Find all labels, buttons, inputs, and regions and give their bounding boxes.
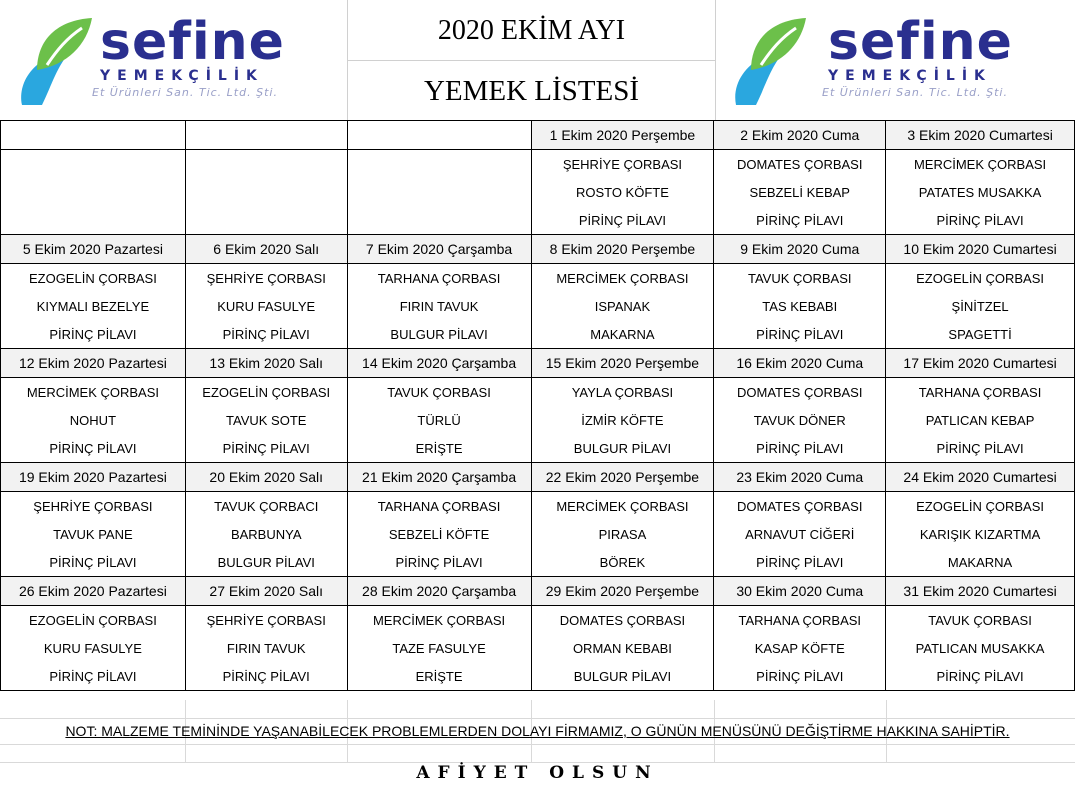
day-date-cell: 6 Ekim 2020 Salı xyxy=(185,235,347,264)
meal-row xyxy=(1,520,1075,548)
company-logo-left xyxy=(0,0,347,118)
meal-item-cell: TAVUK DÖNER xyxy=(714,406,886,434)
meal-item-cell: PİRİNÇ PİLAVI xyxy=(714,320,886,349)
week-date-row xyxy=(1,577,1075,606)
meal-item-cell: DOMATES ÇORBASI xyxy=(714,492,886,521)
meal-item-cell: KURU FASULYE xyxy=(1,634,186,662)
day-date-cell: 23 Ekim 2020 Cuma xyxy=(714,463,886,492)
meal-row xyxy=(1,264,1075,293)
meal-item-cell: TARHANA ÇORBASI xyxy=(886,378,1075,407)
day-date-cell: 19 Ekim 2020 Pazartesi xyxy=(1,463,186,492)
day-date-cell: 14 Ekim 2020 Çarşamba xyxy=(347,349,531,378)
logo-tagline: Et Ürünleri San. Tic. Ltd. Şti. xyxy=(92,86,278,99)
meal-item-cell: BÖREK xyxy=(531,548,714,577)
day-date-cell xyxy=(185,121,347,150)
day-date-cell: 13 Ekim 2020 Salı xyxy=(185,349,347,378)
meal-item-cell xyxy=(347,150,531,179)
meal-item-cell: EZOGELİN ÇORBASI xyxy=(886,264,1075,293)
meal-row xyxy=(1,548,1075,577)
week-date-row xyxy=(1,463,1075,492)
meal-item-cell xyxy=(1,150,186,179)
day-date-cell xyxy=(347,121,531,150)
meal-item-cell: MERCİMEK ÇORBASI xyxy=(531,492,714,521)
meal-item-cell: TAVUK ÇORBACI xyxy=(185,492,347,521)
meal-item-cell: PİRİNÇ PİLAVI xyxy=(185,320,347,349)
logo-subtitle: YEMEKÇİLİK xyxy=(100,68,264,84)
meal-row xyxy=(1,292,1075,320)
meal-item-cell: PİRİNÇ PİLAVI xyxy=(531,206,714,235)
day-date-cell: 10 Ekim 2020 Cumartesi xyxy=(886,235,1075,264)
day-date-cell xyxy=(1,121,186,150)
meal-item-cell: PİRİNÇ PİLAVI xyxy=(347,548,531,577)
meal-item-cell: EZOGELİN ÇORBASI xyxy=(1,264,186,293)
meal-item-cell: PATATES MUSAKKA xyxy=(886,178,1075,206)
meal-item-cell: PİRİNÇ PİLAVI xyxy=(886,206,1075,235)
meal-item-cell: EZOGELİN ÇORBASI xyxy=(185,378,347,407)
day-date-cell: 28 Ekim 2020 Çarşamba xyxy=(347,577,531,606)
disclaimer-note: NOT: MALZEME TEMİNİNDE YAŞANABİLECEK PROBLEMLERDEN DOLAYI FİRMAMIZ, O GÜNÜN MENÜSÜNÜ DEĞİŞTİRME HAKKINA SAHİPTİR. xyxy=(65,723,1010,739)
meal-item-cell: BARBUNYA xyxy=(185,520,347,548)
meal-item-cell: TAVUK ÇORBASI xyxy=(714,264,886,293)
closing-message: AFİYET OLSUN xyxy=(416,763,659,783)
meal-item-cell: PİRİNÇ PİLAVI xyxy=(1,548,186,577)
company-logo-right xyxy=(714,0,1075,118)
meal-row xyxy=(1,178,1075,206)
day-date-cell: 5 Ekim 2020 Pazartesi xyxy=(1,235,186,264)
meal-item-cell: PATLICAN MUSAKKA xyxy=(886,634,1075,662)
meal-row xyxy=(1,606,1075,635)
meal-item-cell: KASAP KÖFTE xyxy=(714,634,886,662)
meal-item-cell: BULGUR PİLAVI xyxy=(531,662,714,691)
meal-item-cell: SEBZELİ KÖFTE xyxy=(347,520,531,548)
meal-item-cell: MAKARNA xyxy=(886,548,1075,577)
meal-row xyxy=(1,634,1075,662)
meal-item-cell: MERCİMEK ÇORBASI xyxy=(886,150,1075,179)
day-date-cell: 30 Ekim 2020 Cuma xyxy=(714,577,886,606)
page-title-list: YEMEK LİSTESİ xyxy=(423,75,640,107)
meal-item-cell: KARIŞIK KIZARTMA xyxy=(886,520,1075,548)
day-date-cell: 2 Ekim 2020 Cuma xyxy=(714,121,886,150)
footer xyxy=(0,700,1075,739)
logo-emblem-icon xyxy=(12,10,102,110)
header xyxy=(0,0,1075,120)
meal-item-cell: PİRİNÇ PİLAVI xyxy=(714,548,886,577)
logo-tagline: Et Ürünleri San. Tic. Ltd. Şti. xyxy=(822,86,1008,99)
meal-row xyxy=(1,206,1075,235)
meal-item-cell: PİRİNÇ PİLAVI xyxy=(886,434,1075,463)
meal-item-cell: PIRASA xyxy=(531,520,714,548)
meal-item-cell: TAVUK PANE xyxy=(1,520,186,548)
meal-row xyxy=(1,150,1075,179)
meal-item-cell: TAS KEBABI xyxy=(714,292,886,320)
meal-row xyxy=(1,406,1075,434)
meal-item-cell: EZOGELİN ÇORBASI xyxy=(1,606,186,635)
day-date-cell: 22 Ekim 2020 Perşembe xyxy=(531,463,714,492)
meal-item-cell: MERCİMEK ÇORBASI xyxy=(347,606,531,635)
meal-item-cell: TARHANA ÇORBASI xyxy=(347,264,531,293)
meal-item-cell xyxy=(1,178,186,206)
meal-item-cell: BULGUR PİLAVI xyxy=(531,434,714,463)
meal-item-cell: ORMAN KEBABI xyxy=(531,634,714,662)
meal-item-cell: DOMATES ÇORBASI xyxy=(714,150,886,179)
meal-row xyxy=(1,434,1075,463)
meal-item-cell: PİRİNÇ PİLAVI xyxy=(714,206,886,235)
meal-item-cell: ISPANAK xyxy=(531,292,714,320)
meal-item-cell: BULGUR PİLAVI xyxy=(185,548,347,577)
day-date-cell: 9 Ekim 2020 Cuma xyxy=(714,235,886,264)
meal-item-cell: PİRİNÇ PİLAVI xyxy=(185,434,347,463)
meal-item-cell: KURU FASULYE xyxy=(185,292,347,320)
day-date-cell: 7 Ekim 2020 Çarşamba xyxy=(347,235,531,264)
day-date-cell: 24 Ekim 2020 Cumartesi xyxy=(886,463,1075,492)
meal-item-cell: ROSTO KÖFTE xyxy=(531,178,714,206)
meal-item-cell: FIRIN TAVUK xyxy=(185,634,347,662)
meal-item-cell xyxy=(185,150,347,179)
meal-item-cell: ARNAVUT CİĞERİ xyxy=(714,520,886,548)
meal-item-cell: SEBZELİ KEBAP xyxy=(714,178,886,206)
day-date-cell: 20 Ekim 2020 Salı xyxy=(185,463,347,492)
meal-item-cell: TARHANA ÇORBASI xyxy=(714,606,886,635)
meal-item-cell: TAVUK SOTE xyxy=(185,406,347,434)
day-date-cell: 15 Ekim 2020 Perşembe xyxy=(531,349,714,378)
meal-item-cell: PİRİNÇ PİLAVI xyxy=(185,662,347,691)
meal-item-cell: ŞEHRİYE ÇORBASI xyxy=(185,606,347,635)
logo-brand-text: sefine xyxy=(828,12,1013,72)
meal-item-cell: TARHANA ÇORBASI xyxy=(347,492,531,521)
meal-item-cell: DOMATES ÇORBASI xyxy=(714,378,886,407)
meal-item-cell: TAVUK ÇORBASI xyxy=(347,378,531,407)
meal-item-cell: PİRİNÇ PİLAVI xyxy=(714,434,886,463)
logo-emblem-icon xyxy=(726,10,816,110)
meal-item-cell: TÜRLÜ xyxy=(347,406,531,434)
meal-item-cell: NOHUT xyxy=(1,406,186,434)
meal-item-cell: ERİŞTE xyxy=(347,662,531,691)
day-date-cell: 31 Ekim 2020 Cumartesi xyxy=(886,577,1075,606)
meal-item-cell: PATLICAN KEBAP xyxy=(886,406,1075,434)
meal-item-cell: DOMATES ÇORBASI xyxy=(531,606,714,635)
day-date-cell: 27 Ekim 2020 Salı xyxy=(185,577,347,606)
meal-item-cell: PİRİNÇ PİLAVI xyxy=(714,662,886,691)
meal-item-cell: TAVUK ÇORBASI xyxy=(886,606,1075,635)
meal-item-cell xyxy=(347,178,531,206)
meal-item-cell xyxy=(185,178,347,206)
meal-item-cell xyxy=(347,206,531,235)
meal-item-cell: TAZE FASULYE xyxy=(347,634,531,662)
meal-item-cell xyxy=(1,206,186,235)
meal-item-cell: PİRİNÇ PİLAVI xyxy=(1,320,186,349)
week-date-row xyxy=(1,349,1075,378)
meal-item-cell: ERİŞTE xyxy=(347,434,531,463)
meal-item-cell: ŞEHRİYE ÇORBASI xyxy=(531,150,714,179)
meal-item-cell: BULGUR PİLAVI xyxy=(347,320,531,349)
day-date-cell: 1 Ekim 2020 Perşembe xyxy=(531,121,714,150)
meal-row xyxy=(1,492,1075,521)
title-box xyxy=(347,0,716,120)
day-date-cell: 16 Ekim 2020 Cuma xyxy=(714,349,886,378)
day-date-cell: 26 Ekim 2020 Pazartesi xyxy=(1,577,186,606)
page-title-month: 2020 EKİM AYI xyxy=(348,0,715,61)
meal-item-cell: ŞEHRİYE ÇORBASI xyxy=(1,492,186,521)
meal-item-cell: ŞİNİTZEL xyxy=(886,292,1075,320)
meal-item-cell: MERCİMEK ÇORBASI xyxy=(1,378,186,407)
meal-row xyxy=(1,378,1075,407)
meal-item-cell: PİRİNÇ PİLAVI xyxy=(1,662,186,691)
day-date-cell: 21 Ekim 2020 Çarşamba xyxy=(347,463,531,492)
meal-item-cell: YAYLA ÇORBASI xyxy=(531,378,714,407)
day-date-cell: 8 Ekim 2020 Perşembe xyxy=(531,235,714,264)
week-date-row xyxy=(1,235,1075,264)
meal-item-cell: PİRİNÇ PİLAVI xyxy=(1,434,186,463)
meal-row xyxy=(1,320,1075,349)
logo-brand-text: sefine xyxy=(100,12,285,72)
meal-item-cell: PİRİNÇ PİLAVI xyxy=(886,662,1075,691)
meal-item-cell: MAKARNA xyxy=(531,320,714,349)
day-date-cell: 17 Ekim 2020 Cumartesi xyxy=(886,349,1075,378)
meal-item-cell: İZMİR KÖFTE xyxy=(531,406,714,434)
logo-subtitle: YEMEKÇİLİK xyxy=(828,68,992,84)
meal-item-cell xyxy=(185,206,347,235)
meal-item-cell: KIYMALI BEZELYE xyxy=(1,292,186,320)
meal-item-cell: FIRIN TAVUK xyxy=(347,292,531,320)
meal-item-cell: EZOGELİN ÇORBASI xyxy=(886,492,1075,521)
day-date-cell: 29 Ekim 2020 Perşembe xyxy=(531,577,714,606)
day-date-cell: 3 Ekim 2020 Cumartesi xyxy=(886,121,1075,150)
meal-row xyxy=(1,662,1075,691)
meal-item-cell: MERCİMEK ÇORBASI xyxy=(531,264,714,293)
week-date-row xyxy=(1,121,1075,150)
meal-item-cell: SPAGETTİ xyxy=(886,320,1075,349)
meal-item-cell: ŞEHRİYE ÇORBASI xyxy=(185,264,347,293)
menu-table xyxy=(0,120,1075,691)
day-date-cell: 12 Ekim 2020 Pazartesi xyxy=(1,349,186,378)
